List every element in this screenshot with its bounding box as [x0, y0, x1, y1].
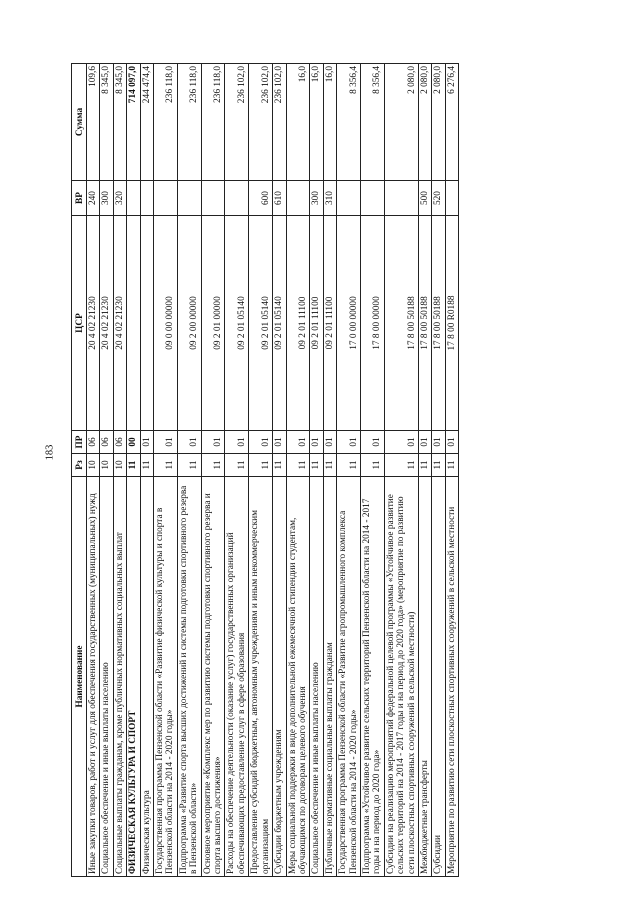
cell-pr: 01	[418, 431, 431, 454]
table-row	[201, 64, 225, 877]
table-row	[337, 64, 361, 877]
cell-csr: 09 2 01 05140	[273, 216, 286, 431]
cell-sum: 8 356,4	[360, 64, 384, 181]
cell-vr	[225, 181, 249, 216]
cell-vr: 310	[323, 181, 336, 216]
cell-pr: 01	[310, 431, 323, 454]
cell-vr	[445, 181, 458, 216]
cell-sum: 109,6	[87, 64, 100, 181]
cell-name: Межбюджетные трансферты	[418, 477, 431, 877]
cell-vr	[384, 181, 418, 216]
table-row	[140, 64, 153, 877]
cell-rz: 11	[310, 454, 323, 477]
cell-rz: 11	[177, 454, 201, 477]
cell-csr: 17 0 00 00000	[337, 216, 361, 431]
cell-vr: 520	[432, 181, 445, 216]
cell-vr: 500	[418, 181, 431, 216]
cell-name: Субсидии на реализацию мероприятий федеральной целевой программы «Устойчивое развитие сельских территорий на 2014 - 2017 годы и на период до 2020 года» (мероприятие по развитию сети плоскостных спортивных сооружений в сельской местности)	[384, 477, 418, 877]
table-row	[310, 64, 323, 877]
cell-rz: 11	[127, 454, 140, 477]
cell-name: Предоставление субсидий бюджетным, автономным учреждениям и иным некоммерческим организациям	[249, 477, 273, 877]
cell-sum: 244 474,4	[140, 64, 153, 181]
cell-csr	[127, 216, 140, 431]
cell-rz: 11	[337, 454, 361, 477]
cell-rz: 11	[273, 454, 286, 477]
cell-name: Социальное обеспечение и иные выплаты населению	[100, 477, 113, 877]
cell-pr: 01	[286, 431, 310, 454]
cell-pr: 06	[100, 431, 113, 454]
cell-sum: 8 345,0	[100, 64, 113, 181]
budget-table	[71, 63, 459, 877]
table-row	[273, 64, 286, 877]
cell-name: Публичные нормативные социальные выплаты гражданам	[323, 477, 336, 877]
cell-pr: 01	[225, 431, 249, 454]
cell-rz: 11	[418, 454, 431, 477]
cell-vr	[127, 181, 140, 216]
cell-csr: 17 8 00 50188	[432, 216, 445, 431]
cell-sum: 236 118,0	[201, 64, 225, 181]
table-row	[418, 64, 431, 877]
cell-pr: 00	[127, 431, 140, 454]
cell-csr: 09 2 01 00000	[201, 216, 225, 431]
cell-pr: 01	[273, 431, 286, 454]
cell-name: Мероприятие по развитию сети плоскостных спортивных сооружений в сельской местности	[445, 477, 458, 877]
cell-rz: 11	[201, 454, 225, 477]
cell-name: Иные закупки товаров, работ и услуг для обеспечения государственных (муниципальных) нужд	[87, 477, 100, 877]
cell-csr: 17 8 00 50188	[418, 216, 431, 431]
cell-sum: 2 080,0	[418, 64, 431, 181]
cell-pr: 01	[323, 431, 336, 454]
cell-csr: 17 8 00 00000	[360, 216, 384, 431]
cell-rz: 11	[154, 454, 178, 477]
cell-csr: 09 2 01 11100	[310, 216, 323, 431]
cell-csr: 09 2 00 00000	[177, 216, 201, 431]
header-sum: Сумма	[72, 64, 87, 181]
cell-vr: 240	[87, 181, 100, 216]
cell-pr: 01	[360, 431, 384, 454]
table-row	[249, 64, 273, 877]
cell-vr	[140, 181, 153, 216]
cell-vr: 300	[310, 181, 323, 216]
cell-rz: 10	[100, 454, 113, 477]
cell-pr: 01	[201, 431, 225, 454]
table-row	[286, 64, 310, 877]
cell-rz: 11	[249, 454, 273, 477]
table-row	[445, 64, 458, 877]
cell-sum: 236 102,0	[225, 64, 249, 181]
cell-rz: 11	[384, 454, 418, 477]
cell-sum: 16,0	[286, 64, 310, 181]
cell-name: Государственная программа Пензенской области «Развитие агропромышленного комплекса Пензенской области на 2014 - 2020 годы»	[337, 477, 361, 877]
cell-name: Подпрограмма «Развитие спорта высших достижений и системы подготовки спортивного резерва в Пензенской области»	[177, 477, 201, 877]
table-row	[384, 64, 418, 877]
cell-rz: 11	[360, 454, 384, 477]
cell-rz: 11	[323, 454, 336, 477]
cell-pr: 06	[113, 431, 126, 454]
table-row	[127, 64, 140, 877]
budget-table-container	[71, 64, 574, 877]
table-row	[432, 64, 445, 877]
header-rz: Рз	[72, 454, 87, 477]
cell-rz: 11	[225, 454, 249, 477]
cell-csr: 09 2 01 05140	[249, 216, 273, 431]
table-row	[100, 64, 113, 877]
cell-rz: 11	[286, 454, 310, 477]
page-number: 183	[44, 444, 56, 461]
table-body	[87, 64, 459, 877]
cell-vr: 610	[273, 181, 286, 216]
cell-name: Социальное обеспечение и иные выплаты населению	[310, 477, 323, 877]
cell-sum: 16,0	[323, 64, 336, 181]
header-pr: ПР	[72, 431, 87, 454]
cell-name: Подпрограмма «Устойчивое развитие сельских территорий Пензенской области на 2014 - 2017 годы и на период до 2020 года»	[360, 477, 384, 877]
cell-rz: 10	[87, 454, 100, 477]
cell-sum: 2 080,0	[384, 64, 418, 181]
cell-vr	[177, 181, 201, 216]
cell-pr: 01	[384, 431, 418, 454]
header-vr: ВР	[72, 181, 87, 216]
cell-csr: 20 4 02 21230	[113, 216, 126, 431]
table-header-row	[72, 64, 87, 877]
cell-rz: 11	[432, 454, 445, 477]
cell-pr: 01	[432, 431, 445, 454]
cell-csr: 09 2 01 11100	[286, 216, 310, 431]
cell-sum: 236 102,0	[249, 64, 273, 181]
cell-csr: 20 4 02 21230	[100, 216, 113, 431]
cell-pr: 01	[337, 431, 361, 454]
cell-vr	[201, 181, 225, 216]
cell-sum: 236 102,0	[273, 64, 286, 181]
cell-pr: 01	[177, 431, 201, 454]
cell-rz: 10	[113, 454, 126, 477]
cell-pr: 01	[249, 431, 273, 454]
cell-name: Социальные выплаты гражданам, кроме публичных нормативных социальных выплат	[113, 477, 126, 877]
cell-csr: 09 2 01 11100	[323, 216, 336, 431]
cell-name: Расходы на обеспечение деятельности (оказание услуг) государственных организаций обеспечивающих предоставление услуг в сфере образования	[225, 477, 249, 877]
cell-csr: 09 0 00 00000	[154, 216, 178, 431]
cell-pr: 01	[154, 431, 178, 454]
cell-vr: 600	[249, 181, 273, 216]
table-row	[113, 64, 126, 877]
cell-name: Физическая культура	[140, 477, 153, 877]
cell-csr: 20 4 02 21230	[87, 216, 100, 431]
header-name: Наименование	[72, 477, 87, 877]
cell-sum: 2 080,0	[432, 64, 445, 181]
cell-name: Основное мероприятие «Комплекс мер по развитию системы подготовки спортивного резерва и спорта высшего достижения»	[201, 477, 225, 877]
cell-sum: 8 345,0	[113, 64, 126, 181]
cell-pr: 06	[87, 431, 100, 454]
table-row	[225, 64, 249, 877]
cell-sum: 6 276,4	[445, 64, 458, 181]
cell-vr	[360, 181, 384, 216]
cell-csr: 17 8 00 50188	[384, 216, 418, 431]
cell-name: Государственная программа Пензенской области «Развитие физической культуры и спорта в Пензенской области на 2014 - 2020 годы»	[154, 477, 178, 877]
cell-sum: 714 097,0	[127, 64, 140, 181]
cell-csr: 09 2 01 05140	[225, 216, 249, 431]
cell-vr	[337, 181, 361, 216]
cell-csr	[140, 216, 153, 431]
cell-pr: 01	[140, 431, 153, 454]
cell-csr: 17 8 00 R0188	[445, 216, 458, 431]
header-csr: ЦСР	[72, 216, 87, 431]
cell-name: ФИЗИЧЕСКАЯ КУЛЬТУРА И СПОРТ	[127, 477, 140, 877]
cell-rz: 11	[140, 454, 153, 477]
table-row	[154, 64, 178, 877]
cell-name: Меры социальной поддержки в виде дополнительной ежемесячной стипендии студентам, обучающимся по договорам целевого обучения	[286, 477, 310, 877]
cell-sum: 236 118,0	[177, 64, 201, 181]
cell-pr: 01	[445, 431, 458, 454]
table-row	[323, 64, 336, 877]
cell-vr	[154, 181, 178, 216]
cell-sum: 16,0	[310, 64, 323, 181]
cell-sum: 8 356,4	[337, 64, 361, 181]
table-row	[360, 64, 384, 877]
cell-name: Субсидии	[432, 477, 445, 877]
table-row	[177, 64, 201, 877]
cell-rz: 11	[445, 454, 458, 477]
cell-vr: 300	[100, 181, 113, 216]
cell-sum: 236 118,0	[154, 64, 178, 181]
cell-vr: 320	[113, 181, 126, 216]
table-row	[87, 64, 100, 877]
cell-vr	[286, 181, 310, 216]
cell-name: Субсидии бюджетным учреждениям	[273, 477, 286, 877]
